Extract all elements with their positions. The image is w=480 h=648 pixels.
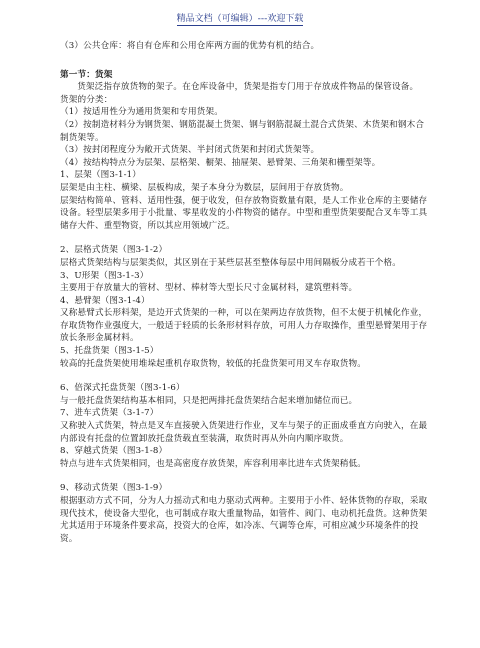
page-header <box>0 11 480 24</box>
subsection-paragraph: 特点与进车式货架相同，也是高密度存放货架，库容利用率比进车式货架稍低。 <box>60 458 367 469</box>
subsection-paragraph: 根据驱动方式不同，分为人力摇动式和电力驱动式两种。主要用于小件、轻体货物的存取，采取现代技术，使设备大型化，也可制成存取大重量物品，如管件、阀门、电动机托盘货。这种货架尤其适用于环境条件要求高，投资大的仓库，如冷冻、气调等仓库，可相应减少环境条件的投资。 <box>60 496 428 544</box>
subsection-title: 5、托盘货架（图3-1-5） <box>60 346 159 357</box>
subsection-paragraph: 又称悬臂式长形料架，是边开式货架的一种，可以在架两边存放货物，但不太便于机械化作业，存取货物作业强度大，一般适于轻质的长条形材料存放，可用人力存取操作，重型悬臂架用于存放长条形金属材料。 <box>60 308 428 344</box>
subsection-paragraph: 层架是由主柱、横梁、层板构成，架子本身分为数层，层间用于存放货物。 <box>60 182 349 193</box>
subsection-paragraph: 层格式货架结构与层架类似，其区别在于某些层甚至整体每层中用间隔板分成若干个格。 <box>60 257 402 268</box>
classification-item: （2）按制造材料分为钢货架、钢筋混凝土货架、钢与钢筋混凝土混合式货架、木货架和钢木合制货架等。 <box>60 119 425 143</box>
classification-heading: 货架的分类： <box>60 94 113 105</box>
subsection-title: 4、悬臂架（图3-1-4） <box>60 295 150 306</box>
intro-paragraph: （3）公共仓库：将自有仓库和公用仓库两方面的优势有机的结合。 <box>60 41 320 51</box>
subsection-title: 1、层架（图3-1-1） <box>60 170 142 181</box>
classification-item: （4）按结构特点分为层架、层格架、橱架、抽屉架、悬臂架、三角架和栅型架等。 <box>60 157 381 168</box>
subsection-title: 8、穿越式货架（图3-1-8） <box>60 446 168 457</box>
document-body <box>60 40 432 545</box>
subsection-paragraph: 较高的托盘货架使用堆垛起重机存取货物，较低的托盘货架可用叉车存取货物。 <box>60 358 367 369</box>
subsection-title: 2、层格式货架（图3-1-2） <box>60 245 168 256</box>
definition-paragraph: 货架泛指存放货物的架子。在仓库设备中，货架是指专门用于存放成件物品的保管设备。 <box>77 82 419 93</box>
subsection-paragraph: 与一般托盘货架结构基本相同，只是把两排托盘货架结合起来增加储位而已。 <box>60 395 358 406</box>
subsection-paragraph: 又称驶入式货架，特点是叉车直接驶入货架进行作业，叉车与架子的正面成垂直方向驶入，在最内部设有托盘的位置卸放托盘货载直至装满，取货时再从外向内顺序取货。 <box>60 421 428 444</box>
subsection-title: 9、移动式货架（图3-1-9） <box>60 483 168 494</box>
header-link[interactable]: 精品文档（可编辑）---欢迎下载 <box>176 14 304 24</box>
subsection-title: 3、U形架（图3-1-3） <box>60 270 149 281</box>
subsection-title: 7、进车式货架（3-1-7） <box>60 408 159 419</box>
section-title: 第一节：货架 <box>60 69 113 80</box>
subsection-paragraph: 层架结构简单、管料、适用性强，便于收发，但存放物资数量有限，是人工作业仓库的主要储存设备。轻型层架多用于小批量、零星收发的小件物资的储存。中型和重型货架要配合叉车等工具储存大件、重型物资，所以其应用领域广泛。 <box>60 195 428 231</box>
subsection-paragraph: 主要用于存放量大的管材、型材、棒材等大型长尺寸金属材料，建筑塑料等。 <box>60 283 358 294</box>
classification-item: （3）按封闭程度分为敞开式货架、半封闭式货架和封闭式货架等。 <box>60 145 320 156</box>
classification-item: （1）按适用性分为通用货架和专用货架。 <box>60 107 224 118</box>
subsection-title: 6、倍深式托盘货架（图3-1-6） <box>60 383 185 394</box>
